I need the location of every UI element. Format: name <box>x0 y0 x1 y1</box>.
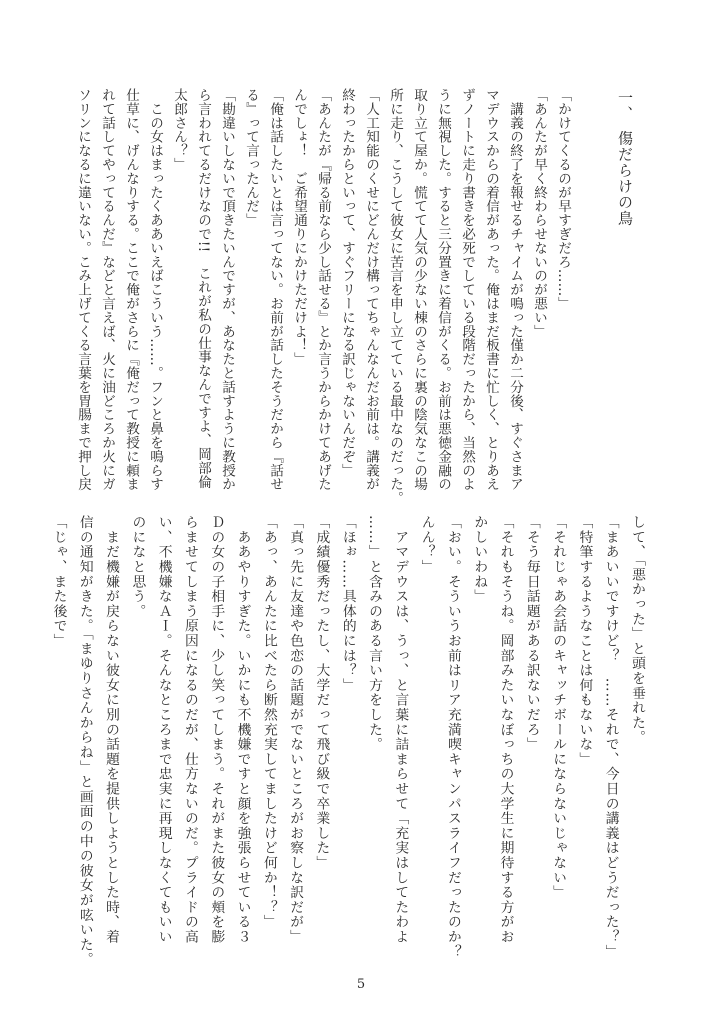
text-line: 「それもそうね。岡部みたいなぼっちの大学生に期待する方がお <box>497 515 514 945</box>
text-line: 「それじゃあ会話のキャッチボールにならないじゃない」 <box>550 515 567 900</box>
text-line: 太郎さん？」 <box>171 88 187 172</box>
text-line: 「あんたが『帰る前なら少し話せる』とか言うからかけてあげた <box>315 88 331 492</box>
text-line: る』って言ったんだ」 <box>243 88 259 227</box>
text-line: 仕草に、げんなりする。ここで俺がさらに『俺だって教授に頼ま <box>123 88 139 492</box>
text-line: ソリンになるに違いない。こみ上げてくる言葉を胃腸まで押し戻 <box>75 88 91 492</box>
text-line: れて話してやってるんだ』などと言えば、火に油どころか火にガ <box>99 88 115 492</box>
text-line: うに無視した。すると三分置きに着信がくる。お前は悪徳金融の <box>435 88 451 492</box>
text-line: この女はまったくああいえばこういう……。フンと鼻を鳴らす <box>147 88 163 492</box>
text-line: んん？」 <box>418 515 435 575</box>
text-line: Ｄの女の子相手に、少し笑ってしまう。それがまた彼女の頬を膨 <box>208 515 225 945</box>
text-line: 取り立て屋か。慌てて人気の少ない棟のさらに裏の陰気なこの場 <box>411 88 427 492</box>
text-line: らませてしまう原因になるのだが、仕方ないのだ。プライドの高 <box>181 515 198 945</box>
text-line: 「そう毎日話題がある訳ないだろ」 <box>523 515 540 752</box>
text-line: 「成績優秀だったし、大学だって飛び級で卒業した」 <box>313 515 330 871</box>
text-line: マデウスからの着信があった。俺はまだ板書に忙しく、とりあえ <box>483 88 499 492</box>
text-line: 「あっ、あんたに比べたら断然充実してましたけど何か！？」 <box>260 515 277 930</box>
text-line: アマデウスは、うっ、と言葉に詰まらせて「充実はしてたわよ <box>392 515 409 945</box>
text-line: 「まあいいですけど？ ……それで、今日の講義はどうだった？」 <box>602 515 619 959</box>
text-line: かしいわね」 <box>471 515 488 604</box>
text-line: 講義の終了を報せるチャイムが鳴った僅か二分後、すぐさまア <box>507 88 523 492</box>
text-line: 「勘違いしないで頂きたいんですが、あなたと話すように教授か <box>219 88 235 492</box>
text-line: 「おい。そういうお前はリア充満喫キャンパスライフだったのか？ <box>444 515 461 959</box>
text-line: 「ほぉ……具体的には？」 <box>339 515 356 693</box>
text-line: 所に走り、こうして彼女に苦言を申し立てている最中なのだった。 <box>387 88 403 505</box>
text-line: 「俺は話したいとは言ってない。お前が話したそうだから『話せ <box>267 88 283 492</box>
text-block-lower <box>45 515 650 965</box>
text-line: して、「悪かった」と頭を垂れた。 <box>629 515 645 745</box>
text-line: んでしょ！ ご希望通りにかけただけよ！」 <box>291 88 307 366</box>
text-line: 信の通知がきた。「まゆりさんからね」と画面の中の彼女が呟いた。 <box>76 515 93 967</box>
page-number: 5 <box>356 977 366 992</box>
chapter-title <box>613 90 637 500</box>
text-line: 「特筆するようなことは何もないな」 <box>576 515 593 767</box>
text-line: ……」と含みのある言い方をした。 <box>366 515 383 752</box>
text-line: 「真っ先に友達や色恋の話題がでないところがお察しな訳だが」 <box>287 515 304 945</box>
text-line: 「じゃ、また後で」 <box>50 515 67 649</box>
text-line: ら言われてるだけなので!! これが私の仕事なんですよ、岡部倫 <box>195 88 211 489</box>
chapter-title-text: 一、 傷だらけの鳥 <box>616 90 634 227</box>
text-block-upper <box>71 88 575 505</box>
text-line: 終わったからといって、すぐフリーになる訳じゃないんだぞ」 <box>339 88 355 478</box>
text-line: まだ機嫌が戻らない彼女に別の話題を提供しようとした時、着 <box>103 515 120 945</box>
text-line: ずノートに走り書きを必死でしている段階だったから、当然のよ <box>459 88 475 492</box>
text-line: 「かけてくるのが早すぎだろ……」 <box>555 88 571 311</box>
text-line: い、不機嫌なＡＩ。そんなところまで忠実に再現しなくてもいい <box>155 515 172 945</box>
text-line: 「あんたが早く終わらせないのが悪い」 <box>531 88 547 339</box>
text-line: ああやりすぎた。いかにも不機嫌ですと顔を強張らせている３ <box>234 515 251 945</box>
text-line: のになと思う。 <box>129 515 146 619</box>
text-line: 「人工知能のくせにどんだけ構ってちゃんなんだお前は。講義が <box>363 88 379 492</box>
